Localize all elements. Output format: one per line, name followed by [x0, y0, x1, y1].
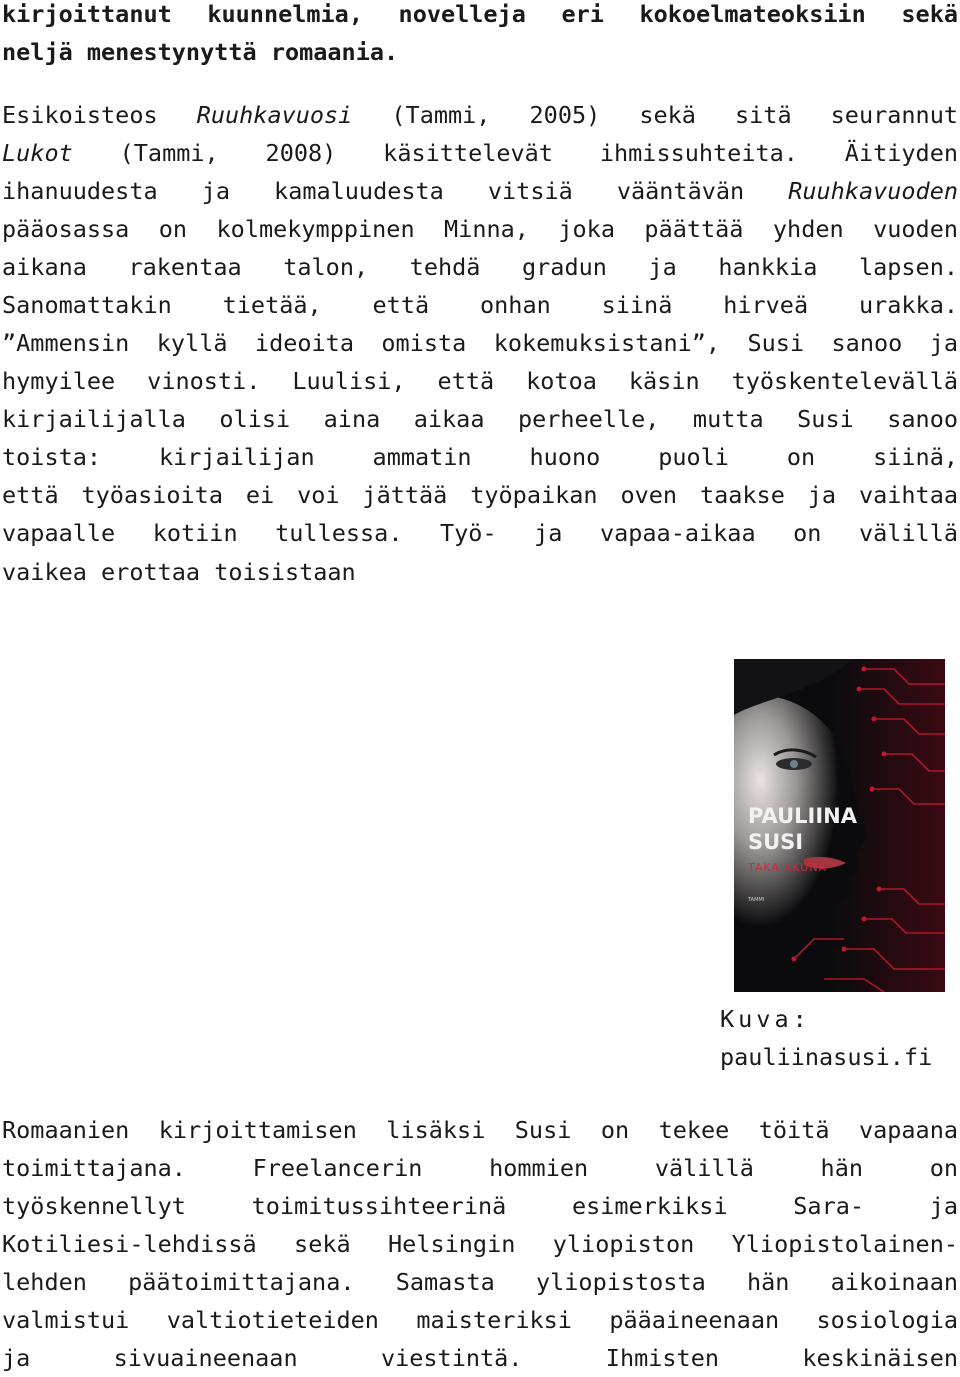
paragraph-line: Romaanien kirjoittamisen lisäksi Susi on tekee töitä vapaana — [2, 1116, 958, 1144]
intro-line: neljä menestynyttä romaania. — [2, 38, 399, 66]
text-span: ihanuudesta ja kamaluudesta vitsiä vääntävän — [2, 177, 789, 205]
paragraph-line: että työasioita ei voi jättää työpaikan oven taakse ja vaihtaa — [2, 481, 958, 509]
paragraph-line: hymyilee vinosti. Luulisi, että kotoa käsin työskentelevällä — [2, 367, 958, 395]
text-span: (Tammi, 2005) sekä sitä seurannut — [352, 101, 958, 129]
paragraph-line: vaikea erottaa toisistaan — [2, 558, 356, 586]
book-title-ruuhkavuoden: Ruuhkavuoden — [788, 177, 958, 205]
cover-author-last: SUSI — [748, 830, 804, 854]
book-title-lukot: Lukot — [2, 139, 73, 167]
paragraph-line: valmistui valtiotieteiden maisteriksi pääaineenaan sosiologia — [2, 1306, 958, 1334]
paragraph-line: Kotiliesi-lehdissä sekä Helsingin yliopiston Yliopistolainen- — [2, 1230, 958, 1258]
paragraph-line — [2, 172, 958, 210]
paragraph-line: ja sivuaineenaan viestintä. Ihmisten keskinäisen — [2, 1344, 958, 1372]
paragraph-line: ”Ammensin kyllä ideoita omista kokemuksistani”, Susi sanoo ja — [2, 329, 958, 357]
paragraph-line: vapaalle kotiin tullessa. Työ- ja vapaa-aikaa on välillä — [2, 519, 958, 547]
book-cover-art — [734, 659, 945, 992]
paragraph-line: pääosassa on kolmekymppinen Minna, joka päättää yhden vuoden — [2, 215, 958, 243]
paragraph-line: toimittajana. Freelancerin hommien välillä hän on — [2, 1154, 958, 1182]
paragraph-line — [2, 96, 958, 134]
paragraph-line: Sanomattakin tietää, että onhan siinä hirveä urakka. — [2, 291, 958, 319]
paragraph-line: työskennellyt toimitussihteerinä esimerkiksi Sara- ja — [2, 1192, 958, 1220]
paragraph-line: aikana rakentaa talon, tehdä gradun ja hankkia lapsen. — [2, 253, 958, 281]
cover-title: TAKAIKKUNA — [748, 861, 828, 874]
text-span: (Tammi, 2008) käsittelevät ihmissuhteita. Äitiyden — [72, 139, 958, 167]
paragraph-line — [2, 134, 958, 172]
paragraph-line: kirjailijalla olisi aina aikaa perheelle, mutta Susi sanoo — [2, 405, 958, 433]
intro-line: kirjoittanut kuunnelmia, novelleja eri kokoelmateoksiin sekä — [2, 0, 958, 28]
paragraph-line: lehden päätoimittajana. Samasta yliopistosta hän aikoinaan — [2, 1268, 958, 1296]
book-cover-image — [734, 659, 945, 992]
cover-author-first: PAULIINA — [748, 804, 857, 828]
book-title-ruuhkavuosi: Ruuhkavuosi — [196, 101, 353, 129]
image-caption-source: pauliinasusi.fi — [720, 1043, 933, 1071]
image-caption-label: Kuva: — [720, 1005, 811, 1033]
cover-publisher: TAMMI — [748, 897, 765, 903]
text-span: Esikoisteos — [2, 101, 197, 129]
paragraph-line: toista: kirjailijan ammatin huono puoli on siinä, — [2, 443, 958, 471]
